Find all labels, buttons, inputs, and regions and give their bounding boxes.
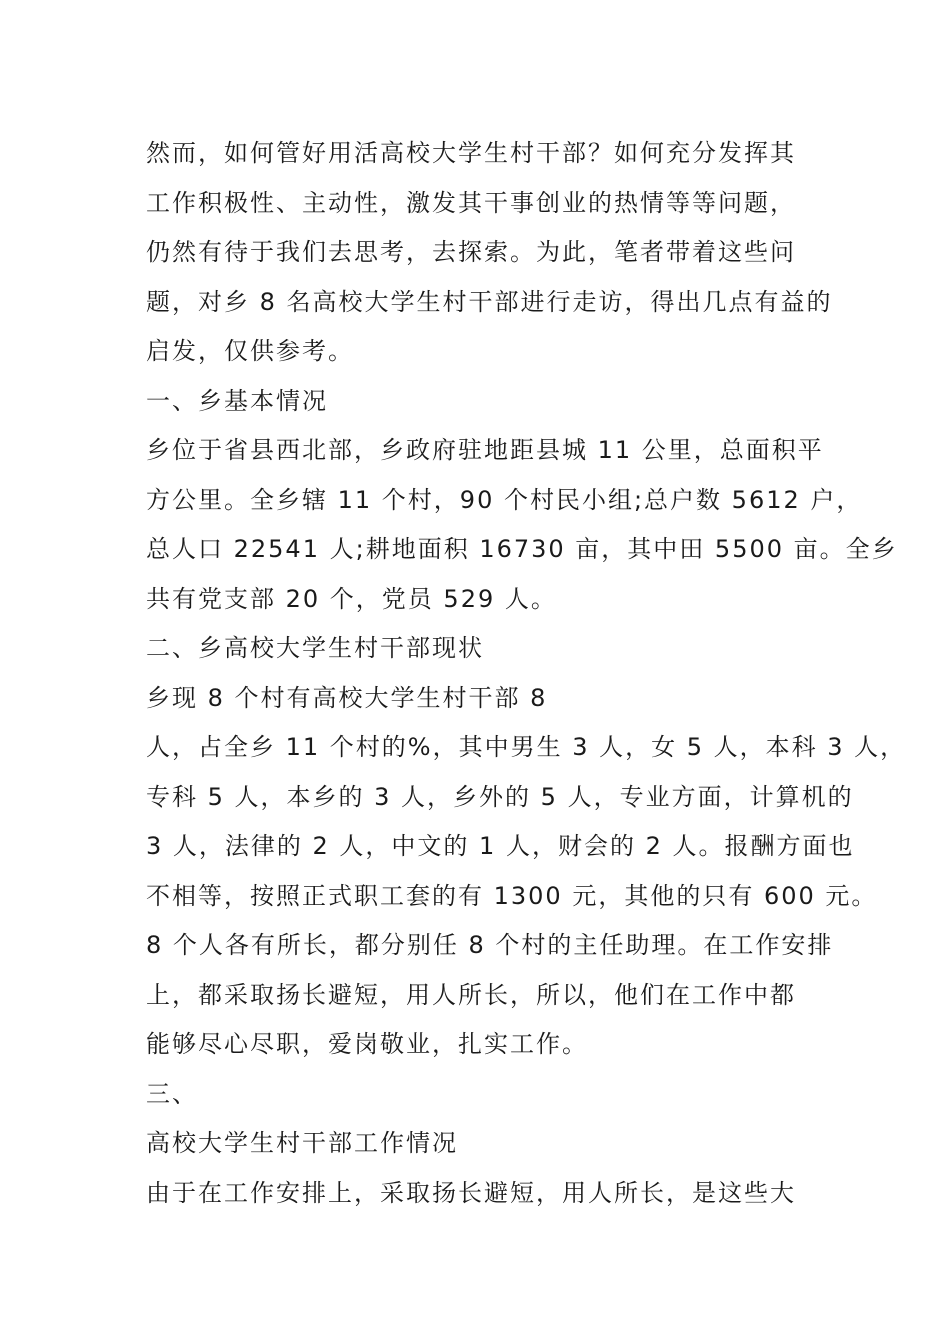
paragraph-line: 8 个人各有所长，都分别任 8 个村的主任助理。在工作安排 xyxy=(146,931,834,959)
paragraph-line: 不相等，按照正式职工套的有 1300 元，其他的只有 600 元。 xyxy=(146,881,878,910)
paragraph-line: 乡现 8 个村有高校大学生村干部 8 xyxy=(146,683,548,712)
paragraph-line: 启发，仅供参考。 xyxy=(146,337,354,365)
paragraph-line: 总人口 22541 人;耕地面积 16730 亩，其中田 5500 亩。全乡 xyxy=(146,535,898,563)
section-heading: 一、乡基本情况 xyxy=(146,386,328,415)
paragraph-line: 仍然有待于我们去思考，去探索。为此，笔者带着这些问 xyxy=(146,238,796,266)
paragraph-line: 题，对乡 8 名高校大学生村干部进行走访，得出几点有益的 xyxy=(146,287,833,316)
section-heading: 三、 xyxy=(146,1079,198,1108)
paragraph-line: 工作积极性、主动性，激发其干事创业的热情等等问题， xyxy=(146,188,796,217)
paragraph-line: 共有党支部 20 个，党员 529 人。 xyxy=(146,584,557,613)
paragraph-line: 人，占全乡 11 个村的%，其中男生 3 人，女 5 人，本科 3 人， xyxy=(146,733,907,761)
paragraph-line: 方公里。全乡辖 11 个村，90 个村民小组;总户数 5612 户， xyxy=(146,485,863,514)
paragraph-line: 由于在工作安排上，采取扬长避短，用人所长，是这些大 xyxy=(146,1178,796,1207)
paragraph-line: 3 人，法律的 2 人，中文的 1 人，财会的 2 人。报酬方面也 xyxy=(146,832,855,860)
paragraph-line: 上，都采取扬长避短，用人所长，所以，他们在工作中都 xyxy=(146,980,796,1009)
paragraph-line: 然而，如何管好用活高校大学生村干部？如何充分发挥其 xyxy=(146,139,796,167)
paragraph-line: 能够尽心尽职，爱岗敬业，扎实工作。 xyxy=(146,1030,588,1058)
paragraph-line: 专科 5 人，本乡的 3 人，乡外的 5 人，专业方面，计算机的 xyxy=(146,782,854,811)
section-heading: 高校大学生村干部工作情况 xyxy=(146,1129,458,1157)
document-body xyxy=(146,129,907,1218)
paragraph-line: 乡位于省县西北部，乡政府驻地距县城 11 公里，总面积平 xyxy=(146,436,824,464)
section-heading: 二、乡高校大学生村干部现状 xyxy=(146,634,484,662)
